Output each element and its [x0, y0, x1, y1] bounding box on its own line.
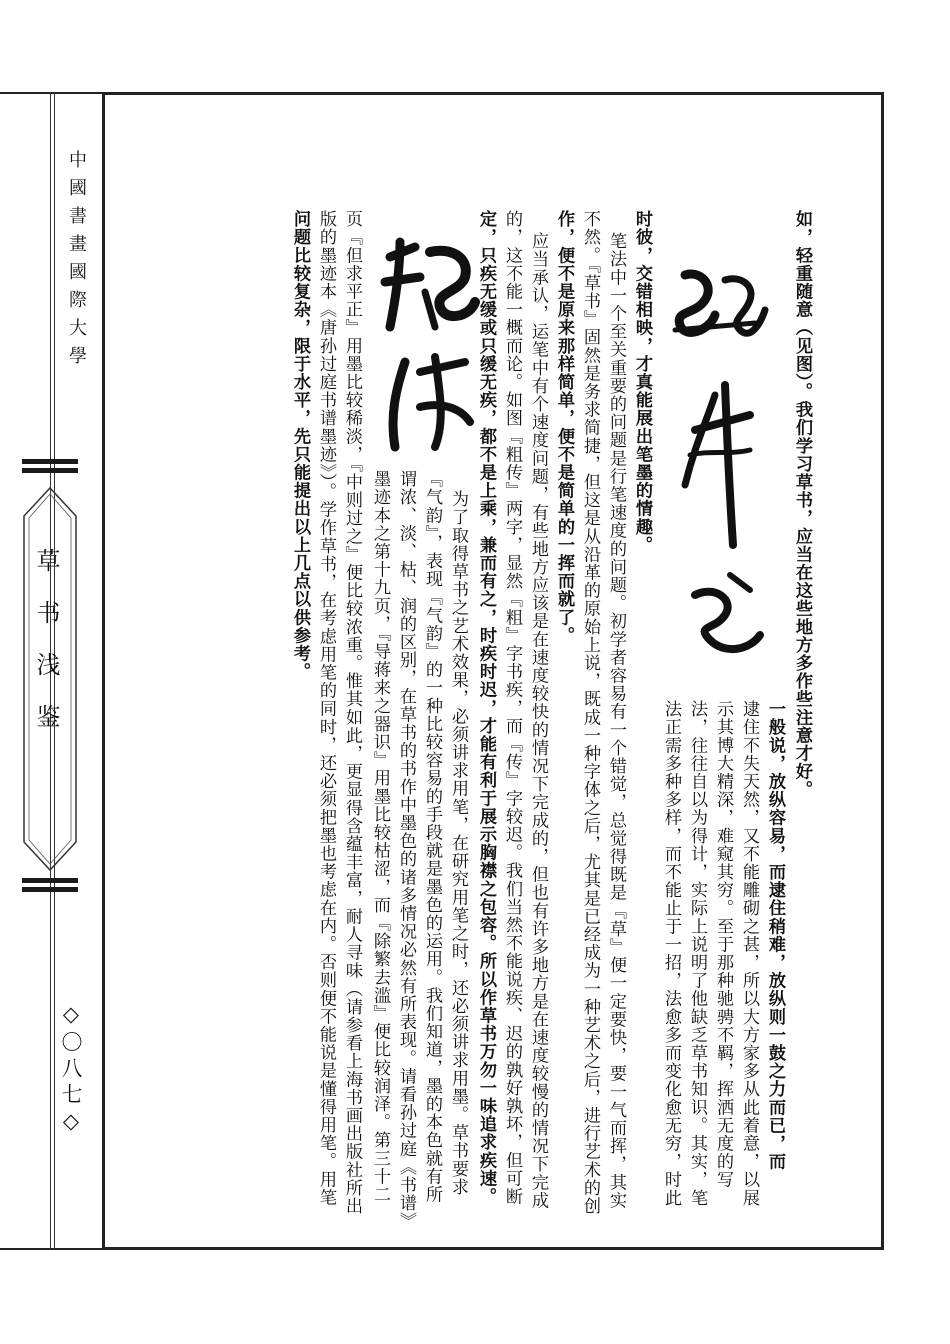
text-line-14: 为了取得草书之艺术效果，必须讲求用笔，在研究用笔之时，还必须讲求用墨。草书要求 [448, 490, 468, 1196]
calligraphy-sample-shu-neng [655, 255, 775, 675]
text-line-13: 定，只疾无缓或只缓无疾，都不是上乘，兼而有之，时疾时迟，才能有利于展示胸襟之包容。所以作草书万勿一味追求疾速。 [476, 210, 496, 1206]
svg-text:疏能: 疏能 [655, 255, 657, 256]
text-line-5: 法，往往自以为得计，实际上说明了他缺乏草书知识。其实，笔 [687, 700, 707, 1207]
page-number: ◇〇八七◇ [59, 1002, 83, 1138]
text-line-16: 谓浓、淡、枯、润的区别，在草书的书作中墨色的诸多情况必然有所表现。请看孙过庭《书谱》 [396, 470, 416, 1231]
text-line-12: 的，这不能一概而论。如图『粗传』两字，显然『粗』字书疾，而『传』字较迟。我们当然不能说疾、迟的孰好孰坏，但可断 [502, 210, 522, 1206]
text-line-11: 应当承认，运笔中有个速度问题，有些地方应该是在速度较快的情况下完成的，但也有许多地方是在速度较慢的情况下完成 [528, 232, 548, 1210]
ornament-bar [22, 468, 78, 473]
text-line-7: 时彼，交错相映，才真能展出笔墨的情趣。 [632, 210, 652, 554]
text-line-9: 不然。『草书』固然是务求简捷，但这是从沿革的原始上说，既成一种字体之后，尤其是已经成为一种艺术之后，进行艺术的创 [580, 210, 600, 1215]
calligraphy-sample-cu-chuan [375, 232, 480, 462]
ornament-bar [22, 887, 78, 892]
text-line-19: 版的墨迹本《唐孙过庭书谱墨迹》）。学作草书，在考虑用笔的同时，还必须把墨也考虑在内。否则便不能说是懂得用笔。用笔 [316, 210, 336, 1207]
text-line-4: 示其博大精深，难窥其穷。至于那种驰骋不羁，挥洒无度的写 [713, 700, 733, 1189]
text-line-2: 一般说，放纵容易，而逮住稍难，放纵则一鼓之力而已，而 [765, 700, 785, 1171]
ornament-bar [22, 878, 78, 883]
book-title: 草书浅鉴 [32, 548, 60, 756]
text-line-1: 如，轻重随意（见图）。我们学习草书，应当在这些地方多作些注意才好。 [792, 210, 812, 799]
text-line-8: 笔法中一个至关重要的问题是行笔速度的问题。初学者容易有一个错觉，总觉得既是『草』便一定要快，要一气而挥，其实 [606, 232, 626, 1210]
text-line-18: 页『但求平正』用墨比较稀淡，『中则过之』便比较浓重。惟其如此，更显得含蕴丰富，耐人寻味（请参看上海书画出版社所出 [342, 210, 362, 1215]
text-line-6: 法正需多种多样，而不能止于一招，法愈多而变化愈无穷，时此 [661, 700, 681, 1207]
svg-text:粗传: 粗传 [375, 232, 377, 233]
text-line-10: 作，便不是原来那样简单，便不是简单的一挥而就了。 [554, 210, 574, 645]
text-line-17: 墨迹本之第十九页，『导蒋来之器识』用墨比较枯涩，而『除繁去滥』便比较润泽。第三十二 [370, 470, 390, 1204]
institution-name: 中國書畫國際大學 [66, 150, 87, 374]
text-line-3: 逮住不失天然，又不能雕砌之甚，所以大方家多从此着意，以展 [739, 700, 759, 1207]
text-line-15: 『气韵』，表现『气韵』的一种比较容易的手段就是墨色的运用。我们知道，墨的本色就有所 [422, 470, 442, 1204]
ornament-bar [22, 459, 78, 464]
text-line-20: 问题比较复杂，限于水平，先只能提出以上几点以供参考。 [290, 210, 310, 681]
